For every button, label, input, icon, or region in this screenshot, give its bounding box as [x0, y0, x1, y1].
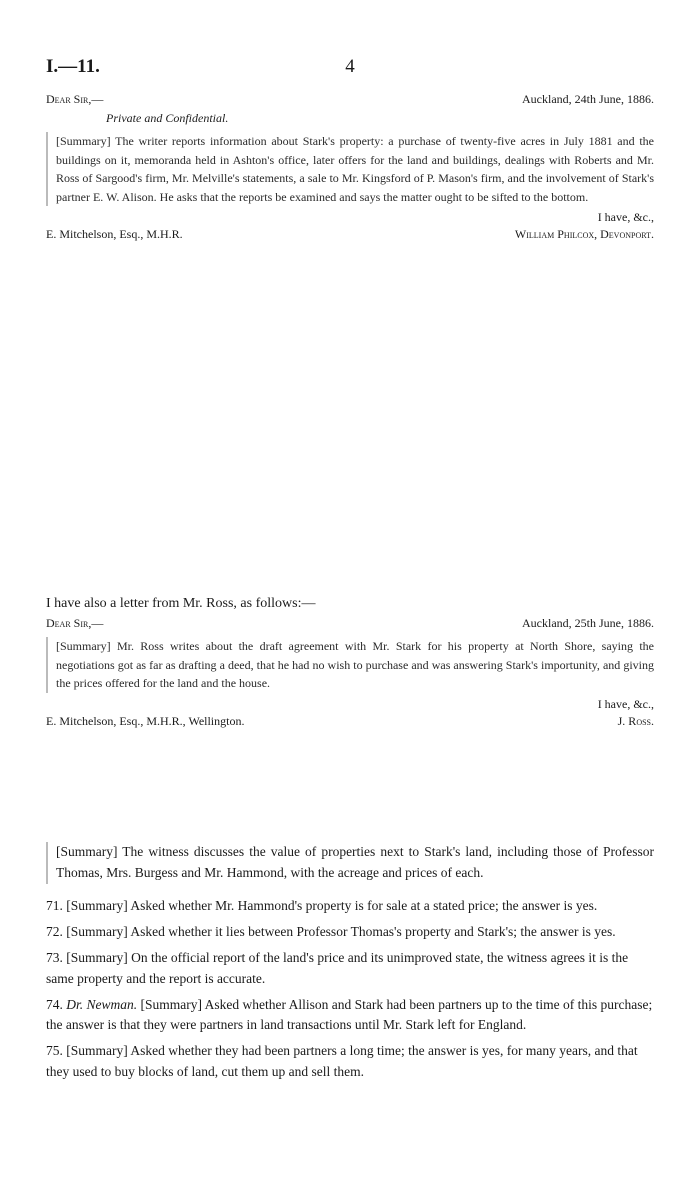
letter1-addressee: E. Mitchelson, Esq., M.H.R.: [46, 227, 183, 242]
letter2-dateline: Auckland, 25th June, 1886.: [522, 616, 654, 630]
document-code: I.—11.: [46, 56, 100, 77]
letter2-intro: I have also a letter from Mr. Ross, as follows:—: [46, 596, 316, 611]
page-header: [46, 56, 654, 80]
letter1-signature: William Philcox, Devonport.: [514, 227, 654, 242]
qa-item: [46, 922, 654, 942]
qa-number: 73.: [46, 950, 63, 966]
qa-text: [Summary] On the official report of the land's price and its unimproved state, the witness agrees it is the same property and the report is accurate.: [46, 950, 629, 986]
letter1-dateline: Auckland, 24th June, 1886.: [522, 92, 654, 106]
qa-number: 74.: [46, 996, 63, 1012]
letter2-salutation: Dear Sir,—: [46, 616, 104, 630]
testimony-summary: [Summary] The witness discusses the value of properties next to Stark's land, including those of Professor Thomas, Mrs. Burgess and Mr. Hammond, with the acreage and prices of each.: [46, 842, 654, 884]
letter-philcox: [46, 92, 654, 242]
qa-item: [46, 948, 654, 989]
qa-text: [Summary] Asked whether Mr. Hammond's property is for sale at a stated price; the answer is yes.: [66, 897, 598, 913]
qa-speaker: Dr. Newman.: [66, 996, 138, 1012]
letter1-heading: Private and Confidential.: [106, 111, 229, 125]
testimony-section: [46, 842, 654, 1088]
qa-item: [46, 1041, 654, 1082]
qa-text: [Summary] Asked whether it lies between Professor Thomas's property and Stark's; the answer is yes.: [66, 924, 616, 940]
qa-text: [Summary] Asked whether they had been partners a long time; the answer is yes, for many years, and that they used to buy blocks of land, cut them up and sell them.: [46, 1043, 638, 1079]
letter-ross: [46, 596, 654, 729]
qa-list: [46, 896, 654, 1082]
letter2-summary: [Summary] Mr. Ross writes about the draft agreement with Mr. Stark for his property at North Shore, saying the negotiations got as far as drafting a deed, that he had no wish to purchase and was answering Stark's importunity, and giving the prices offered for the land and the house.: [46, 637, 654, 693]
qa-text: [Summary] Asked whether Allison and Stark had been partners up to the time of this purchase; the answer is that they were partners in land transactions until Mr. Stark left for England.: [46, 996, 653, 1033]
qa-number: 71.: [46, 897, 63, 913]
qa-item: [46, 896, 654, 916]
letter2-signature: J. Ross.: [617, 713, 654, 728]
qa-number: 72.: [46, 924, 63, 940]
qa-number: 75.: [46, 1043, 63, 1059]
letter2-closing: I have, &c.,: [597, 696, 654, 711]
letter2-addressee: E. Mitchelson, Esq., M.H.R., Wellington.: [46, 713, 245, 728]
qa-item: [46, 995, 654, 1036]
letter1-summary: [Summary] The writer reports information about Stark's property: a purchase of twenty-five acres in July 1881 and the buildings on it, memoranda held in Ashton's office, later offers for the land and buildings, dealings with Roberts and Mr. Ross of Sargood's firm, Mr. Melville's statements, a sale to Mr. Kingsford of P. Mason's firm, and the involvement of Stark's partner E. W. Alison. He asks that the reports be examined and says the matter ought to be sifted to the bottom.: [46, 132, 654, 206]
letter1-closing: I have, &c.,: [597, 210, 654, 225]
letter1-salutation: Dear Sir,—: [46, 92, 104, 106]
page-number: 4: [345, 56, 355, 77]
